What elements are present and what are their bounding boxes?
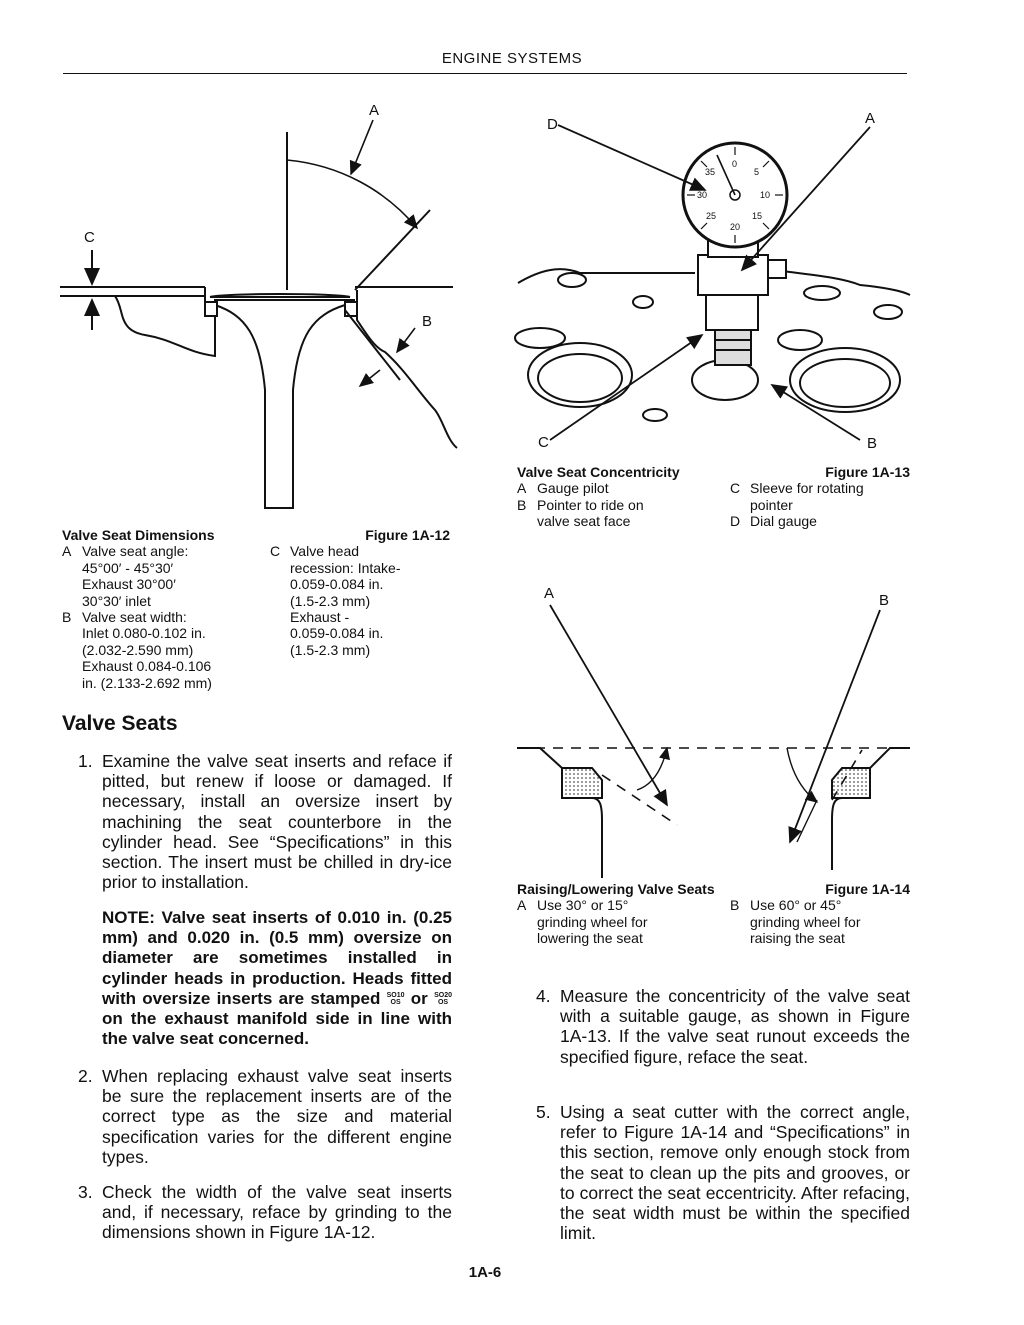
step-text: Using a seat cutter with the correct angle, refer to Figure 1A-14 and “Specifications” in this section, remove only enough stock from the seat to clean up the pits and grooves, or to correct the seat eccentricity. After refacing, the seat width must be within the specified limit. (560, 1102, 910, 1244)
valve-port (528, 343, 632, 407)
caption-line: Exhaust 30°00′ (82, 576, 176, 593)
step-3 (78, 1182, 452, 1243)
caption-line: 45°00′ - 45°30′ (82, 559, 174, 576)
step-1 (78, 751, 452, 892)
caption-line: (1.5-2.3 mm) (290, 641, 371, 658)
caption-line: Inlet 0.080-0.102 in. (82, 625, 206, 642)
stamp-top: SO20 (434, 992, 452, 1000)
caption-line: grinding wheel for (750, 913, 861, 930)
page-number: 1A-6 (468, 1264, 502, 1281)
stamp-top: SO10 (386, 992, 405, 1000)
caption-line: Valve seat width: (82, 609, 187, 626)
caption-line: Gauge pilot (537, 480, 609, 497)
caption-title: Raising/Lowering Valve Seats (517, 881, 715, 897)
step-2 (78, 1066, 452, 1167)
callout-a: A (865, 110, 876, 127)
caption-line: Use 60° or 45° (750, 897, 842, 914)
step-text: Examine the valve seat inserts and reface if pitted, but renew if loose or damaged. If necessary, install an oversize insert by machining the seat counterbore in the cylinder head. See “Specifications” in this section. The insert must be chilled in dry-ice prior to installation. (102, 751, 452, 893)
callout-c: C (538, 434, 549, 451)
key-b: B (62, 609, 72, 626)
valve-port (790, 348, 900, 412)
note-text: NOTE: Valve seat inserts of 0.010 in. (0.25 mm) and 0.020 in. (0.5 mm) oversize on diameter are sometimes installed in cylinder heads in production. Heads fitted with oversize inserts are stamped (102, 908, 452, 1008)
figure-1a-12-illustration (55, 90, 465, 520)
callout-b: B (422, 313, 433, 330)
caption-line: recession: Intake- (290, 559, 401, 576)
callout-a: A (369, 102, 380, 119)
step-text: Measure the concentricity of the valve seat with a suitable gauge, as shown in Figure 1A-13. If the valve seat runout exceeds the specified figure, reface the seat. (560, 986, 910, 1067)
seat-profile-right (832, 748, 910, 870)
section-title: Valve Seats (62, 712, 178, 735)
key-b: B (517, 496, 527, 513)
key-d: D (730, 513, 741, 530)
note-text: or (410, 988, 428, 1008)
gauge-body (698, 255, 768, 295)
caption-title: Valve Seat Concentricity (517, 464, 680, 480)
stamp-marking (434, 992, 452, 1006)
dial-number: 30 (697, 190, 708, 200)
note-oversize-inserts (102, 908, 452, 1049)
step-5 (536, 1102, 910, 1243)
key-a: A (62, 543, 72, 560)
running-header: ENGINE SYSTEMS (441, 50, 583, 67)
figure-1a-13-illustration (510, 95, 915, 460)
callout-d: D (547, 116, 558, 133)
dial-number: 20 (730, 222, 741, 232)
callout-b: B (879, 592, 890, 609)
stamp-marking (387, 992, 405, 1006)
figure-1a-14-caption (517, 881, 910, 947)
figure-number: Figure 1A-13 (825, 464, 910, 480)
callout-c: C (84, 229, 95, 246)
stamp-bottom: OS (390, 999, 401, 1007)
step-number: 4. (536, 986, 551, 1006)
dial-number: 10 (760, 190, 771, 200)
caption-line: 0.059-0.084 in. (290, 625, 384, 642)
key-c: C (730, 480, 741, 497)
caption-line: Valve seat angle: (82, 543, 189, 560)
step-text: When replacing exhaust valve seat inserts be sure the replacement inserts are of the correct type as the size and material specification varies for the different engine types. (102, 1066, 452, 1167)
caption-line: (1.5-2.3 mm) (290, 592, 371, 609)
step-number: 3. (78, 1182, 93, 1202)
key-c: C (270, 543, 281, 560)
callout-b: B (867, 435, 878, 452)
caption-line: Valve head (290, 543, 360, 560)
caption-line: Exhaust 0.084-0.106 (82, 658, 212, 675)
callout-a: A (544, 585, 555, 602)
figure-1a-12-caption (62, 527, 450, 691)
caption-line: valve seat face (537, 513, 631, 530)
caption-line: pointer (750, 496, 793, 513)
figure-1a-14-illustration (512, 580, 912, 880)
caption-line: Sleeve for rotating (750, 480, 864, 497)
dial-number: 25 (706, 211, 717, 221)
step-number: 1. (78, 751, 93, 771)
dial-gauge (683, 143, 787, 247)
step-4 (536, 986, 910, 1067)
key-a: A (517, 480, 527, 497)
step-number: 5. (536, 1102, 551, 1122)
figure-number: Figure 1A-12 (365, 527, 450, 543)
note-text: on the exhaust manifold side in line with the valve seat concerned. (102, 1009, 452, 1049)
dial-number: 15 (752, 211, 763, 221)
caption-line: in. (2.133-2.692 mm) (82, 674, 212, 691)
caption-line: Exhaust - (290, 609, 350, 626)
header-rule (63, 73, 907, 74)
key-a: A (517, 897, 527, 914)
dial-number: 35 (705, 167, 716, 177)
caption-line: (2.032-2.590 mm) (82, 641, 194, 658)
caption-line: 0.059-0.084 in. (290, 576, 384, 593)
caption-line: Dial gauge (750, 513, 817, 530)
caption-line: 30°30′ inlet (82, 592, 151, 609)
caption-line: grinding wheel for (537, 913, 648, 930)
caption-line: Use 30° or 15° (537, 897, 629, 914)
step-number: 2. (78, 1066, 93, 1086)
caption-line: raising the seat (750, 930, 845, 947)
step-text: Check the width of the valve seat inserts and, if necessary, reface by grinding to the dimensions shown in Figure 1A-12. (102, 1182, 452, 1243)
caption-line: lowering the seat (537, 930, 643, 947)
dial-number: 5 (754, 167, 760, 177)
figure-1a-13-caption (517, 464, 910, 530)
key-b: B (730, 897, 740, 914)
stamp-bottom: OS (437, 999, 449, 1007)
caption-line: Pointer to ride on (537, 496, 644, 513)
figure-number: Figure 1A-14 (825, 881, 910, 897)
valve-cross-section (60, 132, 457, 508)
caption-title: Valve Seat Dimensions (62, 527, 215, 543)
dial-number: 0 (732, 159, 738, 169)
